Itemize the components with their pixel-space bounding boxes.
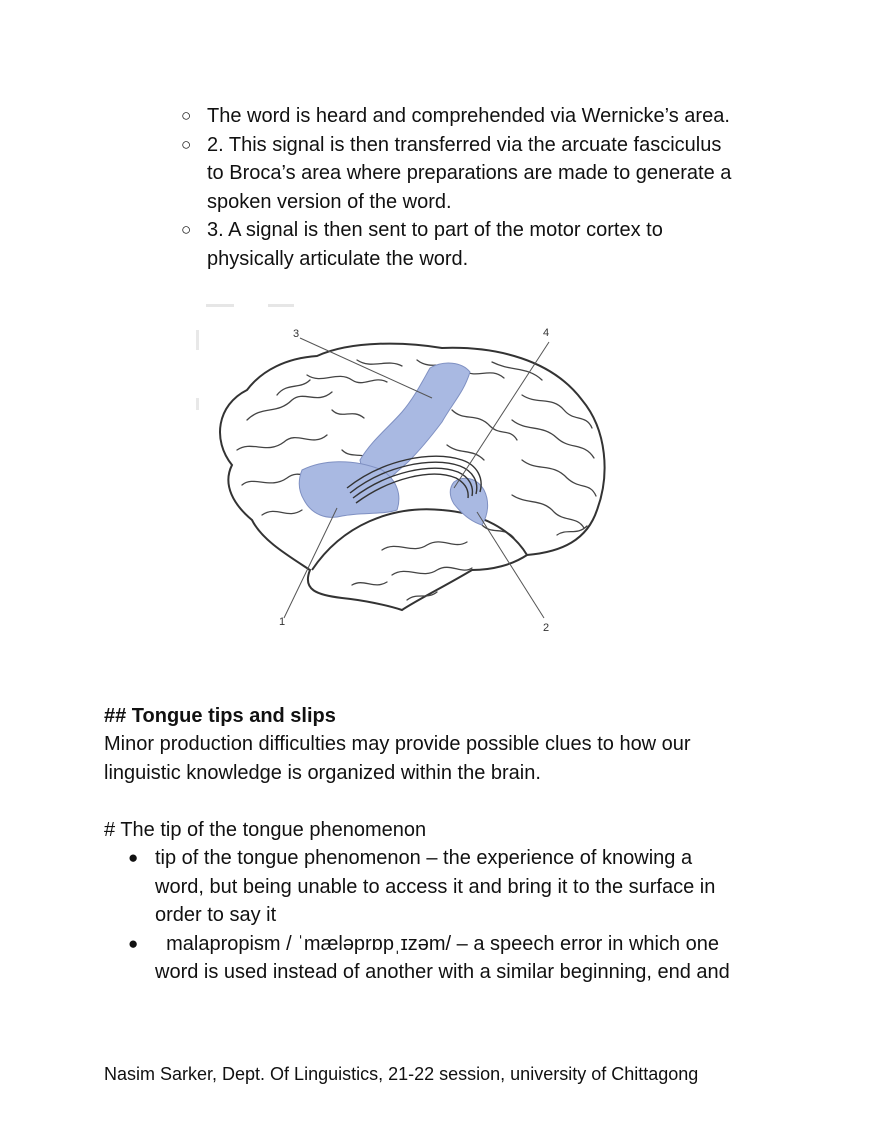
intro-line-2: linguistic knowledge is organized within the brain. [104,762,541,784]
bullet-2-line-1: malapropism / ˈmæləprɒpˌɪzəm/ – a speech error in which one [155,933,720,955]
hollow-bullet-icon: ○ [181,106,192,125]
figure-label-4: 4 [543,327,550,339]
subheading: # The tip of the tongue phenomenon [104,819,427,841]
figure-label-3: 3 [293,328,300,340]
brain-language-areas-diagram [192,300,622,640]
section-heading: ## Tongue tips and slips [104,705,336,727]
figure-label-2: 2 [543,622,550,634]
solid-bullet-icon: ● [128,848,139,867]
step-2-line-1: 2. This signal is then transferred via the arcuate fasciculus [207,134,722,156]
step-2-line-2: to Broca’s area where preparations are made to generate a [207,162,732,184]
hollow-bullet-icon: ○ [181,135,192,154]
hollow-bullet-icon: ○ [181,220,192,239]
bullet-1-line-1: tip of the tongue phenomenon – the experience of knowing a [155,847,693,869]
solid-bullet-icon: ● [128,934,139,953]
step-2-line-3: spoken version of the word. [207,191,452,213]
page-footer: Nasim Sarker, Dept. Of Linguistics, 21-22 session, university of Chittagong [104,1064,699,1084]
intro-line-1: Minor production difficulties may provide possible clues to how our [104,733,691,755]
bullet-1-line-2: word, but being unable to access it and bring it to the surface in [155,876,716,898]
step-3-line-1: 3. A signal is then sent to part of the motor cortex to [207,219,663,241]
bullet-2-line-2: word is used instead of another with a similar beginning, end and [155,961,730,983]
step-3-line-2: physically articulate the word. [207,248,469,270]
figure-label-1: 1 [279,616,286,628]
bullet-1-line-3: order to say it [155,904,277,926]
step-1-line-1: The word is heard and comprehended via Wernicke’s area. [207,105,730,127]
